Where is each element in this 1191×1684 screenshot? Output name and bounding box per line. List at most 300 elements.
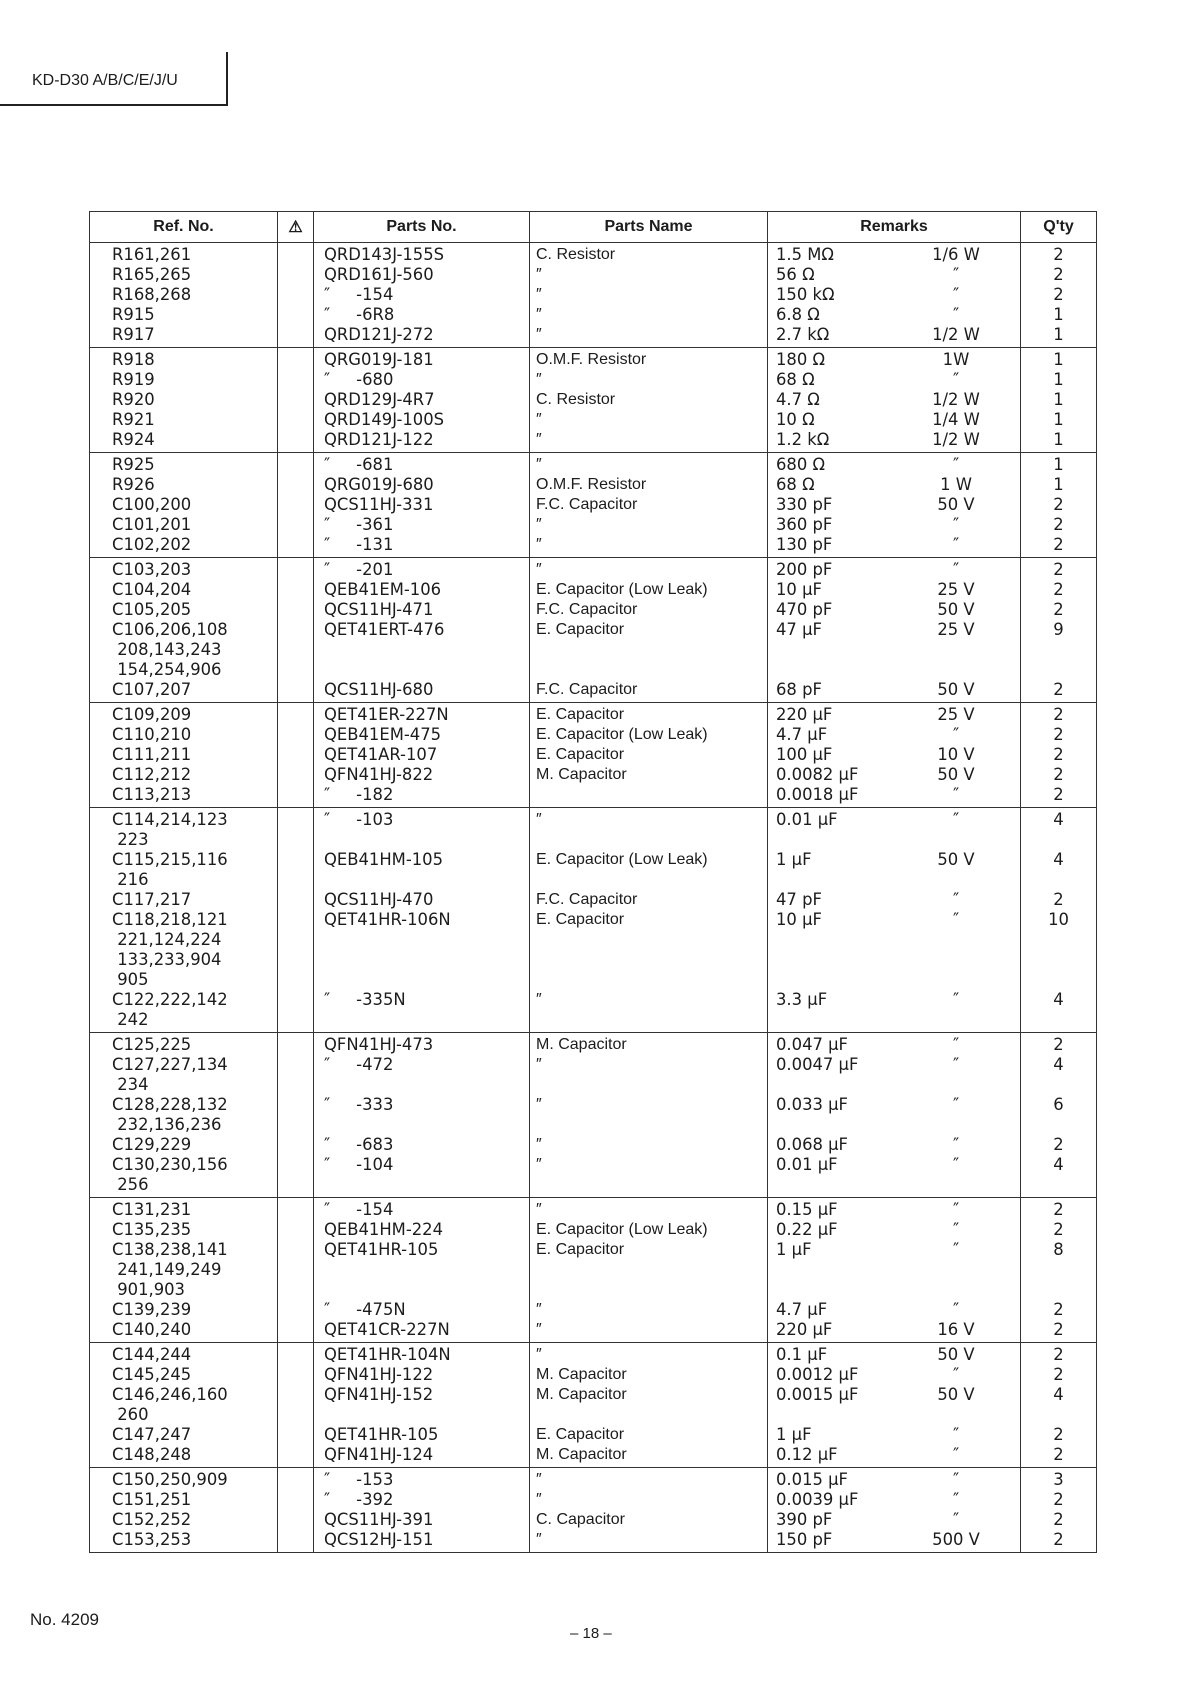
parts-no-cell: ″ -683 <box>314 1135 530 1155</box>
remarks-cell <box>768 680 1021 703</box>
ref-no-cell: 223 <box>90 830 278 850</box>
safety-cell <box>278 430 314 453</box>
qty-cell: 4 <box>1021 1155 1097 1175</box>
parts-no-cell: ″ -680 <box>314 370 530 390</box>
remarks-value: 220 µF <box>776 705 833 724</box>
remarks-cell <box>768 390 1021 410</box>
remarks-rating: ″ <box>952 515 960 534</box>
parts-no-cell: QCS11HJ-331 <box>314 495 530 515</box>
parts-name-cell <box>530 640 768 660</box>
remarks-value: 4.7 µF <box>776 1300 828 1319</box>
safety-cell <box>278 1530 314 1553</box>
parts-name-cell: C. Resistor <box>530 243 768 266</box>
remarks-value: 180 Ω <box>776 350 826 369</box>
remarks-value: 47 pF <box>776 890 822 909</box>
remarks-cell <box>768 1468 1021 1491</box>
ref-no-cell: C140,240 <box>90 1320 278 1343</box>
qty-cell: 10 <box>1021 910 1097 930</box>
remarks-value: 470 pF <box>776 600 833 619</box>
safety-cell <box>278 1115 314 1135</box>
parts-no-cell <box>314 1280 530 1300</box>
parts-name-cell <box>530 830 768 850</box>
remarks-cell <box>768 1425 1021 1445</box>
safety-cell <box>278 475 314 495</box>
remarks-cell <box>768 535 1021 558</box>
remarks-cell <box>768 580 1021 600</box>
table-row <box>90 785 1097 808</box>
ref-no-cell: C100,200 <box>90 495 278 515</box>
parts-name-cell <box>530 1115 768 1135</box>
parts-name-cell <box>530 870 768 890</box>
remarks-cell <box>768 1135 1021 1155</box>
table-row <box>90 325 1097 348</box>
table-row <box>90 243 1097 266</box>
table-row <box>90 1055 1097 1075</box>
table-row <box>90 808 1097 831</box>
table-row <box>90 305 1097 325</box>
parts-name-cell: ″ <box>530 515 768 535</box>
parts-no-cell <box>314 930 530 950</box>
table-row <box>90 850 1097 870</box>
qty-cell <box>1021 1075 1097 1095</box>
safety-cell <box>278 1510 314 1530</box>
parts-no-cell: ″ -153 <box>314 1468 530 1491</box>
table-row <box>90 600 1097 620</box>
parts-name-cell: ″ <box>530 453 768 476</box>
parts-name-cell: O.M.F. Resistor <box>530 475 768 495</box>
qty-cell: 4 <box>1021 850 1097 870</box>
ref-no-cell: C153,253 <box>90 1530 278 1553</box>
remarks-cell <box>768 1300 1021 1320</box>
safety-cell <box>278 600 314 620</box>
remarks-value: 0.0047 µF <box>776 1055 859 1074</box>
remarks-cell <box>768 1445 1021 1468</box>
table-row <box>90 495 1097 515</box>
remarks-rating: 1/2 W <box>932 325 980 344</box>
qty-cell: 2 <box>1021 703 1097 726</box>
ref-no-cell: 208,143,243 <box>90 640 278 660</box>
safety-cell <box>278 680 314 703</box>
remarks-cell <box>768 558 1021 581</box>
qty-cell: 1 <box>1021 305 1097 325</box>
parts-no-cell: QFN41HJ-473 <box>314 1033 530 1056</box>
parts-group <box>90 808 1097 1033</box>
parts-name-cell: ″ <box>530 558 768 581</box>
ref-no-cell: 154,254,906 <box>90 660 278 680</box>
remarks-rating: 1 W <box>940 475 972 494</box>
table-row <box>90 1175 1097 1198</box>
qty-cell <box>1021 660 1097 680</box>
remarks-cell <box>768 1365 1021 1385</box>
remarks-rating: ″ <box>952 1240 960 1259</box>
qty-cell: 2 <box>1021 265 1097 285</box>
safety-cell <box>278 1075 314 1095</box>
parts-no-cell: ″ -154 <box>314 1198 530 1221</box>
table-row <box>90 1320 1097 1343</box>
remarks-cell <box>768 620 1021 640</box>
safety-cell <box>278 325 314 348</box>
qty-cell: 2 <box>1021 785 1097 808</box>
qty-cell: 2 <box>1021 1033 1097 1056</box>
ref-no-cell: C117,217 <box>90 890 278 910</box>
qty-cell: 1 <box>1021 325 1097 348</box>
parts-no-cell <box>314 950 530 970</box>
parts-name-cell: M. Capacitor <box>530 1445 768 1468</box>
parts-name-cell <box>530 1175 768 1198</box>
table-row <box>90 830 1097 850</box>
remarks-cell <box>768 890 1021 910</box>
parts-no-cell: ″ -103 <box>314 808 530 831</box>
remarks-value: 360 pF <box>776 515 833 534</box>
remarks-rating: ″ <box>952 1055 960 1074</box>
remarks-value: 0.01 µF <box>776 810 838 829</box>
safety-cell <box>278 390 314 410</box>
ref-no-cell: R921 <box>90 410 278 430</box>
remarks-rating: 25 V <box>937 705 975 724</box>
safety-cell <box>278 1280 314 1300</box>
remarks-rating: 50 V <box>937 600 975 619</box>
table-row <box>90 970 1097 990</box>
remarks-rating: ″ <box>952 725 960 744</box>
parts-no-cell: QET41HR-105 <box>314 1240 530 1260</box>
remarks-value: 0.068 µF <box>776 1135 848 1154</box>
safety-cell <box>278 1425 314 1445</box>
remarks-rating: 50 V <box>937 1345 975 1364</box>
table-row <box>90 390 1097 410</box>
safety-cell <box>278 1468 314 1491</box>
remarks-value: 0.0012 µF <box>776 1365 859 1384</box>
qty-cell: 2 <box>1021 1320 1097 1343</box>
remarks-value: 68 Ω <box>776 475 815 494</box>
remarks-value: 130 pF <box>776 535 833 554</box>
parts-no-cell <box>314 1115 530 1135</box>
remarks-cell <box>768 1320 1021 1343</box>
safety-cell <box>278 765 314 785</box>
ref-no-cell: C112,212 <box>90 765 278 785</box>
parts-no-cell: QRG019J-181 <box>314 348 530 371</box>
parts-no-cell: ″ -182 <box>314 785 530 808</box>
safety-cell <box>278 453 314 476</box>
remarks-rating: ″ <box>952 1365 960 1384</box>
safety-cell <box>278 285 314 305</box>
parts-name-cell: C. Capacitor <box>530 1510 768 1530</box>
remarks-cell <box>768 430 1021 453</box>
table-row <box>90 1468 1097 1491</box>
parts-group <box>90 1198 1097 1343</box>
remarks-value: 0.033 µF <box>776 1095 848 1114</box>
parts-no-cell: ″ -392 <box>314 1490 530 1510</box>
qty-cell: 2 <box>1021 890 1097 910</box>
qty-cell: 2 <box>1021 745 1097 765</box>
ref-no-cell: C151,251 <box>90 1490 278 1510</box>
remarks-rating: ″ <box>952 890 960 909</box>
table-row <box>90 765 1097 785</box>
qty-cell: 2 <box>1021 1300 1097 1320</box>
qty-cell <box>1021 830 1097 850</box>
parts-no-cell: QFN41HJ-152 <box>314 1385 530 1405</box>
safety-cell <box>278 950 314 970</box>
table-row <box>90 453 1097 476</box>
remarks-cell <box>768 325 1021 348</box>
table-row <box>90 515 1097 535</box>
remarks-cell <box>768 475 1021 495</box>
parts-no-cell: QEB41HM-224 <box>314 1220 530 1240</box>
parts-name-cell <box>530 970 768 990</box>
safety-cell <box>278 640 314 660</box>
parts-no-cell <box>314 660 530 680</box>
page-number: – 18 – <box>570 1625 612 1642</box>
table-row <box>90 1010 1097 1033</box>
model-label: KD-D30 A/B/C/E/J/U <box>32 72 178 89</box>
qty-cell: 1 <box>1021 370 1097 390</box>
parts-name-cell <box>530 1260 768 1280</box>
remarks-value: 1 µF <box>776 1425 812 1444</box>
parts-no-cell: ″ -681 <box>314 453 530 476</box>
ref-no-cell: C107,207 <box>90 680 278 703</box>
remarks-value: 10 Ω <box>776 410 815 429</box>
qty-cell: 2 <box>1021 1343 1097 1366</box>
ref-no-cell: 905 <box>90 970 278 990</box>
parts-no-cell: QRD143J-155S <box>314 243 530 266</box>
remarks-cell <box>768 910 1021 930</box>
remarks-rating: 50 V <box>937 495 975 514</box>
parts-no-cell: QET41CR-227N <box>314 1320 530 1343</box>
parts-name-cell: ″ <box>530 1055 768 1075</box>
remarks-cell <box>768 970 1021 990</box>
safety-cell <box>278 1490 314 1510</box>
remarks-value: 4.7 µF <box>776 725 828 744</box>
parts-no-cell: QET41HR-104N <box>314 1343 530 1366</box>
table-row <box>90 745 1097 765</box>
parts-no-cell: QEB41EM-106 <box>314 580 530 600</box>
safety-cell <box>278 1260 314 1280</box>
parts-no-cell: ″ -472 <box>314 1055 530 1075</box>
remarks-cell <box>768 765 1021 785</box>
remarks-rating: ″ <box>952 455 960 474</box>
table-row <box>90 1425 1097 1445</box>
ref-no-cell: C130,230,156 <box>90 1155 278 1175</box>
parts-name-cell: E. Capacitor (Low Leak) <box>530 725 768 745</box>
safety-cell <box>278 660 314 680</box>
table-row <box>90 1260 1097 1280</box>
ref-no-cell: R915 <box>90 305 278 325</box>
parts-no-cell: QFN41HJ-122 <box>314 1365 530 1385</box>
remarks-rating: 25 V <box>937 580 975 599</box>
ref-no-cell: 234 <box>90 1075 278 1095</box>
qty-cell: 2 <box>1021 1530 1097 1553</box>
ref-no-cell: C109,209 <box>90 703 278 726</box>
table-row <box>90 680 1097 703</box>
parts-name-cell: ″ <box>530 370 768 390</box>
parts-no-cell: ″ -333 <box>314 1095 530 1115</box>
safety-cell <box>278 243 314 266</box>
safety-cell <box>278 930 314 950</box>
remarks-value: 3.3 µF <box>776 990 828 1009</box>
qty-cell <box>1021 950 1097 970</box>
remarks-rating: ″ <box>952 990 960 1009</box>
table-row <box>90 990 1097 1010</box>
ref-no-cell: 260 <box>90 1405 278 1425</box>
remarks-rating: ″ <box>952 285 960 304</box>
remarks-value: 0.1 µF <box>776 1345 828 1364</box>
remarks-value: 10 µF <box>776 910 822 929</box>
remarks-rating: ″ <box>952 560 960 579</box>
parts-no-cell: QFN41HJ-822 <box>314 765 530 785</box>
parts-name-header: Parts Name <box>530 212 768 243</box>
remarks-cell <box>768 1115 1021 1135</box>
safety-cell <box>278 890 314 910</box>
remarks-cell <box>768 1198 1021 1221</box>
remarks-rating: 25 V <box>937 620 975 639</box>
safety-cell <box>278 785 314 808</box>
parts-name-cell: E. Capacitor (Low Leak) <box>530 580 768 600</box>
remarks-cell <box>768 808 1021 831</box>
remarks-cell <box>768 640 1021 660</box>
parts-name-cell: ″ <box>530 1468 768 1491</box>
remarks-value: 1 µF <box>776 850 812 869</box>
table-row <box>90 640 1097 660</box>
safety-cell <box>278 870 314 890</box>
parts-group <box>90 243 1097 348</box>
remarks-value: 680 Ω <box>776 455 826 474</box>
ref-no-cell: C144,244 <box>90 1343 278 1366</box>
parts-name-cell: ″ <box>530 1343 768 1366</box>
parts-name-cell: ″ <box>530 1490 768 1510</box>
parts-group <box>90 1468 1097 1553</box>
remarks-rating: ″ <box>952 535 960 554</box>
table-row <box>90 725 1097 745</box>
remarks-rating: ″ <box>952 1035 960 1054</box>
table-row <box>90 265 1097 285</box>
table-row <box>90 285 1097 305</box>
qty-cell <box>1021 930 1097 950</box>
table-row <box>90 1220 1097 1240</box>
ref-no-cell: C105,205 <box>90 600 278 620</box>
remarks-cell <box>768 1260 1021 1280</box>
parts-name-cell: ″ <box>530 325 768 348</box>
parts-no-cell: QEB41HM-105 <box>314 850 530 870</box>
parts-no-cell: QRD161J-560 <box>314 265 530 285</box>
remarks-value: 1.2 kΩ <box>776 430 830 449</box>
safety-cell <box>278 348 314 371</box>
remarks-value: 0.0015 µF <box>776 1385 859 1404</box>
remarks-value: 0.047 µF <box>776 1035 848 1054</box>
remarks-cell <box>768 1095 1021 1115</box>
remarks-cell <box>768 1155 1021 1175</box>
table-row <box>90 1445 1097 1468</box>
parts-group <box>90 1343 1097 1468</box>
ref-no-cell: C110,210 <box>90 725 278 745</box>
parts-no-header: Parts No. <box>314 212 530 243</box>
remarks-value: 390 pF <box>776 1510 833 1529</box>
ref-no-cell: C114,214,123 <box>90 808 278 831</box>
remarks-cell <box>768 703 1021 726</box>
safety-cell <box>278 265 314 285</box>
qty-cell: 1 <box>1021 430 1097 453</box>
remarks-cell <box>768 243 1021 266</box>
ref-no-cell: C111,211 <box>90 745 278 765</box>
ref-no-cell: R926 <box>90 475 278 495</box>
remarks-value: 0.0082 µF <box>776 765 859 784</box>
ref-no-cell: C152,252 <box>90 1510 278 1530</box>
table-row <box>90 1155 1097 1175</box>
remarks-value: 68 Ω <box>776 370 815 389</box>
remarks-value: 0.22 µF <box>776 1220 838 1239</box>
remarks-rating: ″ <box>952 1220 960 1239</box>
remarks-cell <box>768 850 1021 870</box>
remarks-value: 330 pF <box>776 495 833 514</box>
qty-cell: 2 <box>1021 725 1097 745</box>
remarks-cell <box>768 1010 1021 1033</box>
ref-no-cell: R917 <box>90 325 278 348</box>
remarks-cell <box>768 1055 1021 1075</box>
parts-name-cell: E. Capacitor <box>530 703 768 726</box>
ref-no-cell: C125,225 <box>90 1033 278 1056</box>
parts-name-cell: F.C. Capacitor <box>530 890 768 910</box>
safety-cell <box>278 990 314 1010</box>
qty-cell <box>1021 1280 1097 1300</box>
safety-cell <box>278 1405 314 1425</box>
parts-name-cell: E. Capacitor <box>530 745 768 765</box>
ref-no-cell: 232,136,236 <box>90 1115 278 1135</box>
remarks-rating: ″ <box>952 785 960 804</box>
parts-name-cell <box>530 950 768 970</box>
qty-cell: 1 <box>1021 453 1097 476</box>
qty-cell: 2 <box>1021 243 1097 266</box>
parts-name-cell <box>530 1075 768 1095</box>
remarks-rating: 1/6 W <box>932 245 980 264</box>
parts-no-cell: QET41AR-107 <box>314 745 530 765</box>
safety-cell <box>278 535 314 558</box>
qty-cell <box>1021 1175 1097 1198</box>
parts-name-cell: ″ <box>530 1320 768 1343</box>
remarks-rating: ″ <box>952 1095 960 1114</box>
remarks-cell <box>768 600 1021 620</box>
ref-no-cell: R161,261 <box>90 243 278 266</box>
safety-cell <box>278 970 314 990</box>
ref-no-cell: R919 <box>90 370 278 390</box>
remarks-rating: 50 V <box>937 680 975 699</box>
table-row <box>90 703 1097 726</box>
safety-cell <box>278 1365 314 1385</box>
parts-no-cell <box>314 1175 530 1198</box>
remarks-value: 1.5 MΩ <box>776 245 834 264</box>
remarks-value: 4.7 Ω <box>776 390 820 409</box>
remarks-value: 0.015 µF <box>776 1470 848 1489</box>
qty-cell: 3 <box>1021 1468 1097 1491</box>
table-row <box>90 430 1097 453</box>
table-header-row <box>90 212 1097 243</box>
parts-name-cell: M. Capacitor <box>530 1385 768 1405</box>
ref-no-cell: C127,227,134 <box>90 1055 278 1075</box>
qty-cell: 4 <box>1021 808 1097 831</box>
qty-cell: 6 <box>1021 1095 1097 1115</box>
ref-no-cell: C118,218,121 <box>90 910 278 930</box>
remarks-value: 150 pF <box>776 1530 833 1549</box>
safety-cell <box>278 1445 314 1468</box>
remarks-cell <box>768 930 1021 950</box>
remarks-value: 0.0018 µF <box>776 785 859 804</box>
safety-cell <box>278 1095 314 1115</box>
qty-cell <box>1021 1010 1097 1033</box>
ref-no-cell: R924 <box>90 430 278 453</box>
table-row <box>90 1280 1097 1300</box>
table-row <box>90 1385 1097 1405</box>
qty-cell: 8 <box>1021 1240 1097 1260</box>
remarks-rating: 1/2 W <box>932 390 980 409</box>
remarks-cell <box>768 1280 1021 1300</box>
table-row <box>90 558 1097 581</box>
